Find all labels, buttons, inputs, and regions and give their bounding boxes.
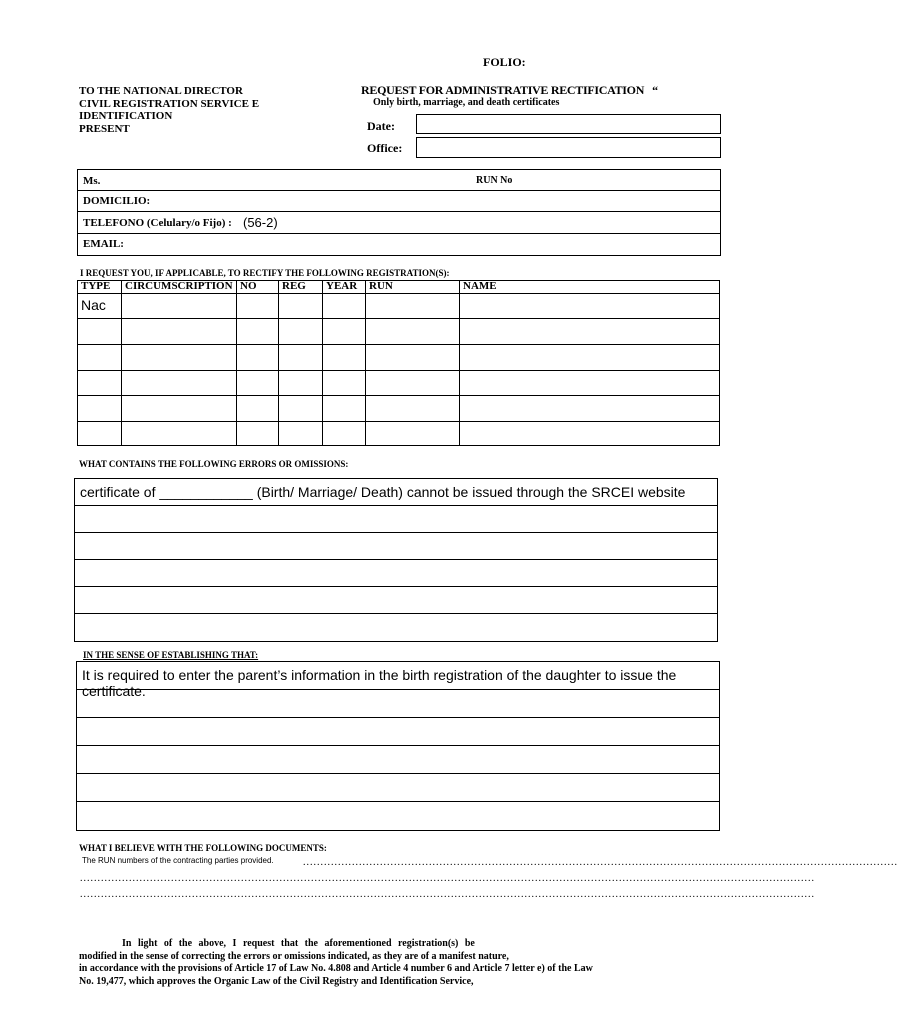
addressee-line: PRESENT xyxy=(79,122,130,135)
table-cell[interactable] xyxy=(122,294,237,319)
documents-note: The RUN numbers of the contracting parties provided. xyxy=(82,856,274,865)
table-cell[interactable] xyxy=(237,422,279,446)
table-cell[interactable] xyxy=(78,345,122,371)
errors-line[interactable] xyxy=(75,533,717,560)
establishing-line-text: It is required to enter the parent’s information in the birth registration of the daughter to issue the certificate. xyxy=(82,667,677,699)
table-cell[interactable] xyxy=(323,422,366,446)
table-cell[interactable] xyxy=(237,294,279,319)
table-cell[interactable] xyxy=(237,371,279,396)
column-header: NO xyxy=(237,281,279,294)
establishing-line[interactable] xyxy=(77,774,719,802)
table-cell[interactable] xyxy=(122,371,237,396)
table-cell[interactable] xyxy=(122,345,237,371)
establishing-heading: IN THE SENSE OF ESTABLISHING THAT: xyxy=(83,650,259,660)
table-cell[interactable] xyxy=(279,422,323,446)
errors-line[interactable] xyxy=(75,506,717,533)
establishing-box xyxy=(76,661,720,831)
email-label: EMAIL: xyxy=(83,238,124,250)
documents-heading: WHAT I BELIEVE WITH THE FOLLOWING DOCUMENTS: xyxy=(79,843,327,853)
column-header: RUN xyxy=(366,281,460,294)
establishing-line[interactable] xyxy=(77,746,719,774)
table-cell[interactable] xyxy=(460,422,720,446)
table-cell[interactable] xyxy=(279,319,323,345)
table-cell[interactable] xyxy=(460,294,720,319)
table-cell[interactable] xyxy=(78,371,122,396)
domicilio-label: DOMICILIO: xyxy=(83,195,151,207)
table-cell[interactable] xyxy=(122,396,237,422)
closing-line: No. 19,477, which approves the Organic Law of the Civil Registry and Identification Service, xyxy=(79,975,474,987)
closing-paragraph xyxy=(79,938,593,988)
establishing-line[interactable] xyxy=(77,690,719,718)
table-cell[interactable] xyxy=(460,396,720,422)
run-label: RUN No xyxy=(476,175,513,186)
table-cell[interactable] xyxy=(122,319,237,345)
table-cell[interactable] xyxy=(237,319,279,345)
date-field[interactable] xyxy=(416,114,721,134)
errors-line[interactable] xyxy=(75,479,717,506)
addressee-line: IDENTIFICATION xyxy=(79,110,173,122)
table-cell[interactable] xyxy=(78,422,122,446)
ms-label: Ms. xyxy=(83,175,101,187)
closing-line: modified in the sense of correcting the errors or omissions indicated, as they are of a manifest nature, xyxy=(79,950,509,962)
table-cell[interactable] xyxy=(366,294,460,319)
errors-line[interactable] xyxy=(75,560,717,587)
documents-dotted-line[interactable]: .................................................................................................................................................................................................................. xyxy=(80,873,815,884)
table-cell[interactable] xyxy=(323,371,366,396)
documents-dotted-line[interactable]: .................................................................................................................................................................................................................. xyxy=(80,889,815,900)
table-row xyxy=(78,396,720,422)
table-cell[interactable] xyxy=(366,371,460,396)
table-header-row xyxy=(78,281,720,294)
addressee-line: TO THE NATIONAL DIRECTOR xyxy=(79,85,243,97)
applicant-row-email[interactable] xyxy=(78,234,720,255)
table-cell[interactable] xyxy=(323,396,366,422)
addressee-line: CIVIL REGISTRATION SERVICE E xyxy=(79,97,260,110)
errors-box xyxy=(74,478,718,642)
table-cell[interactable] xyxy=(460,345,720,371)
table-cell[interactable] xyxy=(279,396,323,422)
table-cell[interactable] xyxy=(279,294,323,319)
table-cell[interactable] xyxy=(460,371,720,396)
form-subtitle: Only birth, marriage, and death certificates xyxy=(373,97,560,108)
applicant-row-domicilio[interactable] xyxy=(78,191,720,212)
table-row xyxy=(78,294,720,319)
table-row xyxy=(78,345,720,371)
telefono-label: TELEFONO (Celulary/o Fijo) : xyxy=(83,217,232,229)
table-cell[interactable] xyxy=(366,319,460,345)
table-cell[interactable] xyxy=(279,371,323,396)
closing-line: in accordance with the provisions of Article 17 of Law No. 4.808 and Article 4 number 6 and Article 7 letter e) of the Law xyxy=(79,963,593,974)
column-header: YEAR xyxy=(323,281,366,294)
table-cell[interactable] xyxy=(237,345,279,371)
form-title: REQUEST FOR ADMINISTRATIVE RECTIFICATION “ xyxy=(361,83,658,97)
table-cell[interactable] xyxy=(323,319,366,345)
table-cell[interactable] xyxy=(323,345,366,371)
errors-line-text: certificate of ____________ (Birth/ Marriage/ Death) cannot be issued through the SRCEI website xyxy=(80,484,686,500)
table-cell[interactable] xyxy=(237,396,279,422)
table-cell[interactable] xyxy=(323,294,366,319)
errors-line[interactable] xyxy=(75,587,717,614)
column-header: TYPE xyxy=(78,281,122,294)
column-header: NAME xyxy=(460,281,720,294)
date-label: Date: xyxy=(367,119,395,133)
table-cell[interactable] xyxy=(279,345,323,371)
table-cell[interactable]: Nac xyxy=(78,294,122,319)
applicant-table xyxy=(77,169,721,256)
table-cell[interactable] xyxy=(366,396,460,422)
addressee-block xyxy=(79,85,259,135)
applicant-row-name[interactable] xyxy=(78,170,720,191)
folio-label: FOLIO: xyxy=(483,55,526,69)
table-row xyxy=(78,422,720,446)
table-cell[interactable] xyxy=(122,422,237,446)
errors-line[interactable] xyxy=(75,614,717,641)
table-cell[interactable] xyxy=(78,396,122,422)
table-row xyxy=(78,371,720,396)
column-header: CIRCUMSCRIPTION xyxy=(122,281,237,294)
table-row xyxy=(78,319,720,345)
establishing-line[interactable] xyxy=(77,802,719,830)
office-label: Office: xyxy=(367,141,403,155)
errors-heading: WHAT CONTAINS THE FOLLOWING ERRORS OR OMISSIONS: xyxy=(79,459,349,469)
closing-line: In light of the above, I request that the aforementioned registration(s) be xyxy=(122,938,475,949)
column-header: REG xyxy=(279,281,323,294)
table-cell[interactable] xyxy=(78,319,122,345)
registrations-table xyxy=(77,280,720,446)
establishing-line[interactable] xyxy=(77,662,719,699)
documents-dotted-line[interactable]: .......................................................................................................................................................................... xyxy=(303,857,898,868)
telefono-value: (56-2) xyxy=(243,215,278,230)
office-field[interactable] xyxy=(416,137,721,158)
establishing-line[interactable] xyxy=(77,718,719,746)
applicant-row-telefono[interactable] xyxy=(78,212,720,234)
registrations-heading: I REQUEST YOU, IF APPLICABLE, TO RECTIFY THE FOLLOWING REGISTRATION(S): xyxy=(80,268,450,278)
table-cell[interactable] xyxy=(366,345,460,371)
table-cell[interactable] xyxy=(460,319,720,345)
table-cell[interactable] xyxy=(366,422,460,446)
